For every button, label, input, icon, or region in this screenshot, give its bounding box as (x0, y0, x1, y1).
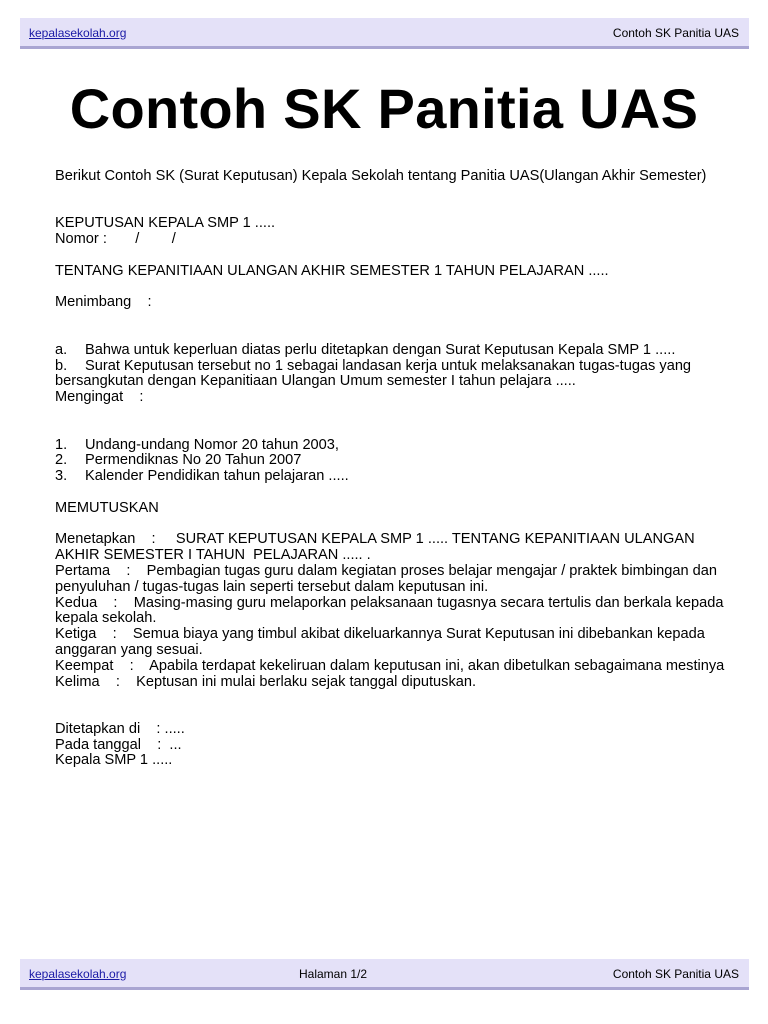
decision-item: Menetapkan : SURAT KEPUTUSAN KEPALA SMP 1 ..... TENTANG KEPANITIAAN ULANGAN AKHIR SEMESTER I TAHUN PELAJARAN ..... . (55, 531, 698, 564)
signature-signer: Kepala SMP 1 ..... (55, 752, 173, 769)
footer-doc-title: Contoh SK Panitia UAS (612, 967, 739, 981)
decision-item: Pertama : Pembagian tugas guru dalam kegiatan proses belajar mengajar / praktek bimbingan dan penyuluhan / tugas-tugas lain seperti tersebut dalam keputusan ini. (55, 562, 722, 595)
decree-subject: TENTANG KEPANITIAAN ULANGAN AKHIR SEMESTER 1 TAHUN PELAJARAN ..... (55, 262, 609, 279)
considering-item (55, 343, 725, 359)
remembering-item (55, 453, 725, 469)
considering-item (55, 359, 725, 391)
remembering-item (55, 469, 725, 485)
header-site-link[interactable]: kepalasekolah.org (29, 26, 127, 40)
list-text: Permendiknas No 20 Tahun 2007 (85, 452, 302, 469)
page-title: Contoh SK Panitia UAS (69, 77, 699, 140)
signature-place: Ditetapkan di : ..... (55, 720, 185, 737)
page-number: Halaman 1/2 (299, 967, 368, 981)
list-marker: a. (55, 341, 68, 358)
list-marker: 2. (55, 452, 68, 469)
decree-number: Nomor : / / (55, 231, 176, 248)
page-header (20, 18, 749, 49)
decision-item: Kedua : Masing-masing guru melaporkan pelaksanaan tugasnya secara tertulis dan berkala kepada kepala sekolah. (55, 594, 728, 627)
list-text: Bahwa untuk keperluan diatas perlu ditetapkan dengan Surat Keputusan Kepala SMP 1 ..... (85, 341, 676, 358)
header-doc-title: Contoh SK Panitia UAS (612, 26, 739, 40)
remembering-label: Mengingat : (55, 389, 144, 406)
page-footer (20, 959, 749, 990)
remembering-item (55, 438, 725, 454)
list-text: Kalender Pendidikan tahun pelajaran ..... (85, 468, 349, 485)
document-body (55, 168, 728, 769)
decree-heading: KEPUTUSAN KEPALA SMP 1 ..... (55, 215, 276, 232)
footer-site-link[interactable]: kepalasekolah.org (29, 967, 127, 981)
considering-label: Menimbang : (55, 294, 152, 311)
list-marker: 1. (55, 436, 68, 453)
list-marker: 3. (55, 468, 68, 485)
decision-item: Keempat : Apabila terdapat kekeliruan dalam keputusan ini, akan dibetulkan sebagaimana mestinya (55, 657, 725, 674)
list-text: Undang-undang Nomor 20 tahun 2003, (85, 436, 339, 453)
intro-text: Berikut Contoh SK (Surat Keputusan) Kepala Sekolah tentang Panitia UAS(Ulangan Akhir Semester) (55, 168, 707, 184)
list-text: Surat Keputusan tersebut no 1 sebagai landasan kerja untuk melaksanakan tugas-tugas yang bersangkutan dengan Kepanitiaan Ulangan Umum semester I tahun pelajara ..... (55, 357, 692, 390)
decision-item: Ketiga : Semua biaya yang timbul akibat dikeluarkannya Surat Keputusan ini dibebankan kepada anggaran yang sesuai. (55, 626, 709, 658)
list-marker: b. (55, 357, 68, 374)
signature-date: Pada tanggal : ... (55, 736, 182, 753)
decision-item: Kelima : Keptusan ini mulai berlaku sejak tanggal diputuskan. (55, 673, 477, 690)
deciding-label: MEMUTUSKAN (55, 499, 159, 516)
